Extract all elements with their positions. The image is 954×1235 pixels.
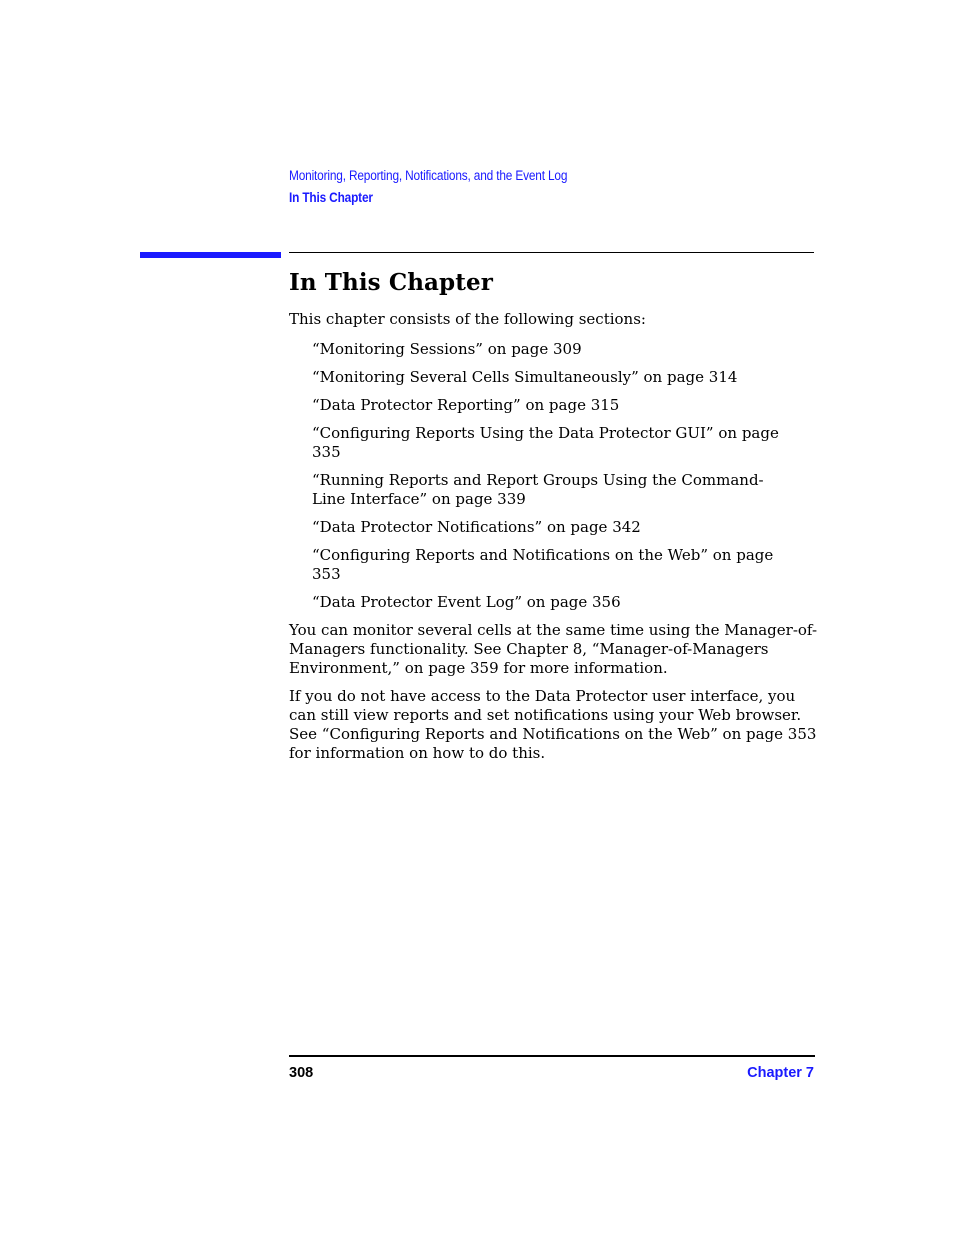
running-header-chapter-title: Monitoring, Reporting, Notifications, and the Event Log	[289, 168, 568, 183]
running-header	[289, 166, 605, 207]
section-link-notifications[interactable]: “Data Protector Notifications” on page 342	[312, 518, 641, 536]
heading-rule	[289, 252, 814, 253]
section-accent-bar	[140, 252, 281, 258]
intro-text: This chapter consists of the following sections:	[289, 310, 646, 328]
section-link-monitoring-sessions[interactable]: “Monitoring Sessions” on page 309	[312, 340, 582, 358]
paragraph-manager-of-managers: You can monitor several cells at the same time using the Manager-of-Managers functionality. See Chapter 8, “Manager-of-Managers Environment,” on page 359 for more information.	[289, 621, 818, 677]
footer-rule	[289, 1055, 815, 1057]
section-link-event-log[interactable]: “Data Protector Event Log” on page 356	[312, 593, 621, 611]
main-content	[289, 268, 819, 772]
section-link-configuring-reports-gui[interactable]: “Configuring Reports Using the Data Protector GUI” on page 335	[312, 424, 779, 461]
section-list	[312, 340, 782, 612]
running-header-section-title: In This Chapter	[289, 190, 373, 205]
footer-chapter-label: Chapter 7	[747, 1065, 814, 1081]
paragraph-web-browser: If you do not have access to the Data Protector user interface, you can still view reports and set notifications using your Web browser. See “Configuring Reports and Notifications on the Web” on page 353 for information on how to do this.	[289, 687, 817, 762]
section-link-monitoring-several-cells[interactable]: “Monitoring Several Cells Simultaneously” on page 314	[312, 368, 738, 386]
page-title: In This Chapter	[289, 269, 493, 296]
section-link-reports-notifications-web[interactable]: “Configuring Reports and Notifications on the Web” on page 353	[312, 546, 774, 583]
page-number: 308	[289, 1065, 314, 1081]
section-link-data-protector-reporting[interactable]: “Data Protector Reporting” on page 315	[312, 396, 620, 414]
section-link-running-reports-cli[interactable]: “Running Reports and Report Groups Using the Command-Line Interface” on page 339	[312, 471, 764, 508]
